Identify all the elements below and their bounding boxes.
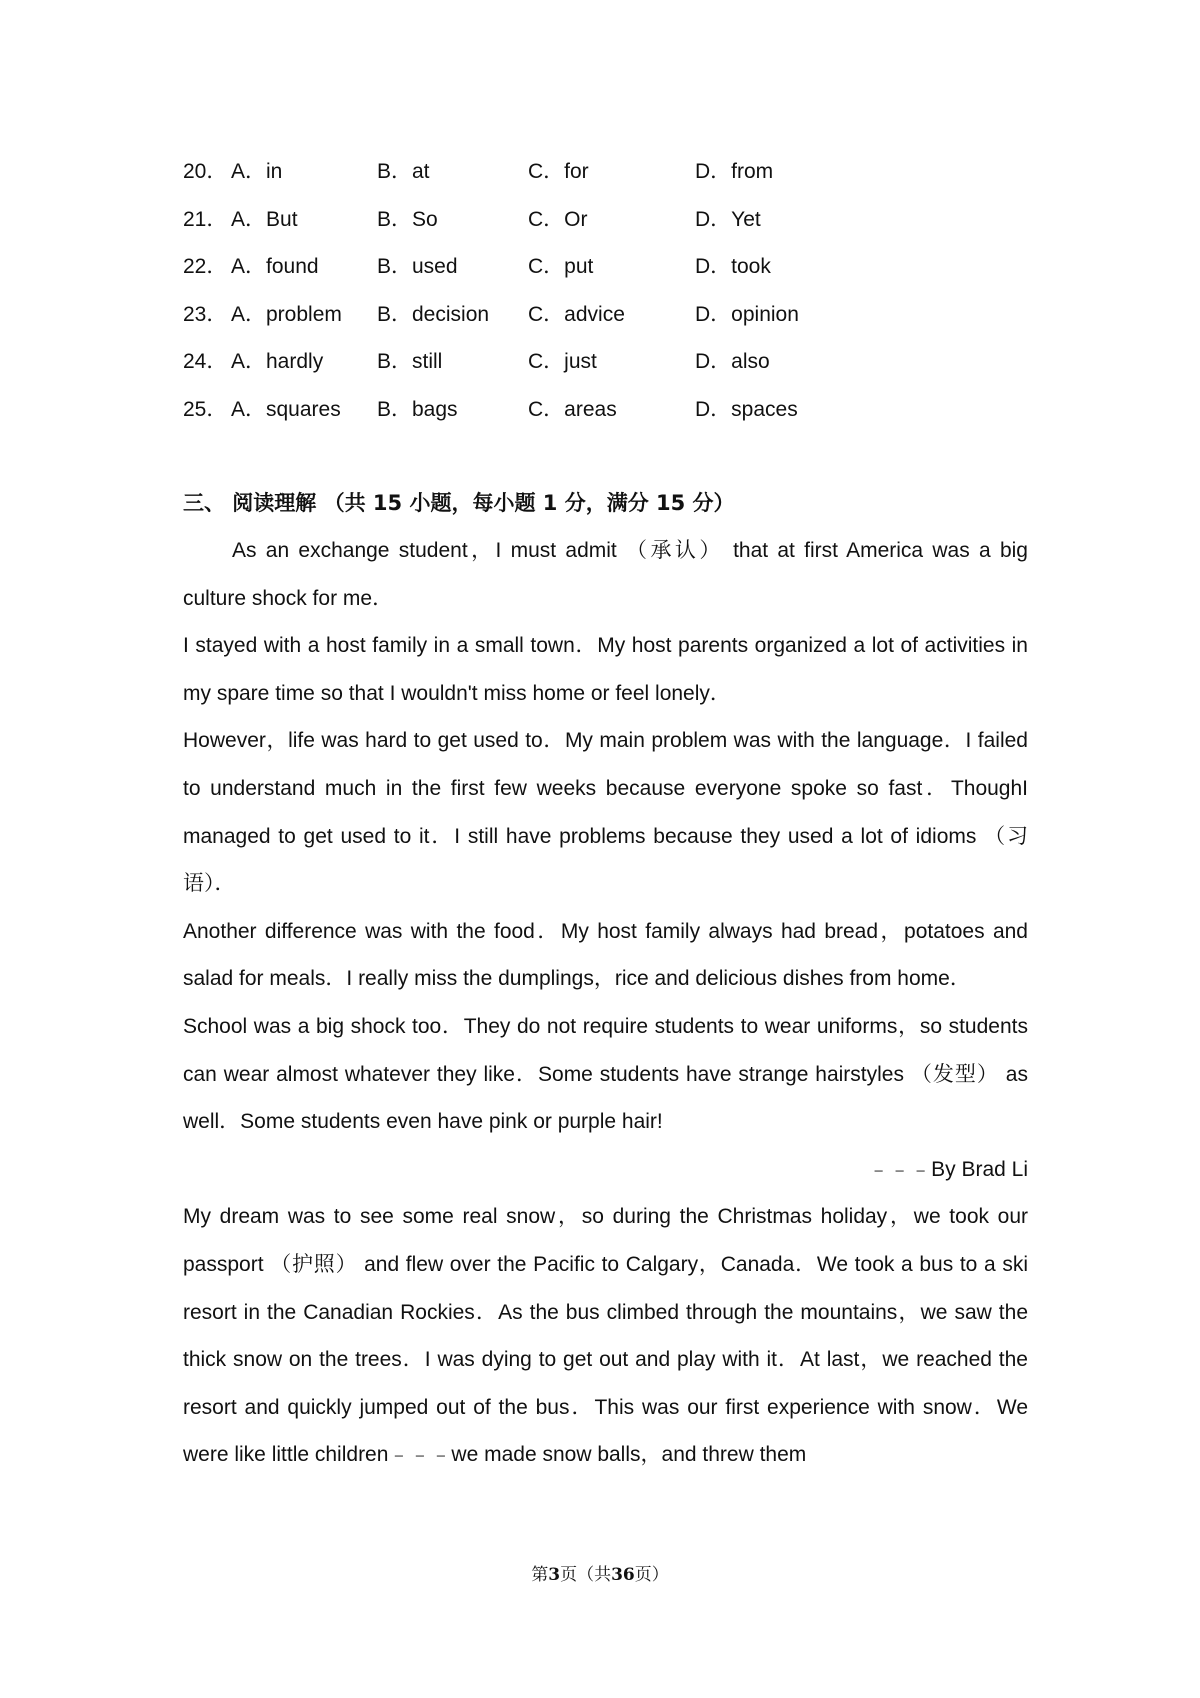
passage-paragraph: School was a big shock too．They do not require students to wear uniforms，so students can wear almost whatever they like．Some students have strange hairstyles （发型） as well．Some students even have pink or purple hair!	[183, 1014, 1028, 1134]
option-a: A．found	[231, 255, 319, 279]
option-d: D．Yet	[695, 207, 761, 231]
option-row	[183, 386, 883, 434]
option-b: B．decision	[377, 302, 490, 326]
option-c: C．areas	[528, 397, 617, 421]
question-number: 24．	[183, 350, 228, 374]
option-b: B．bags	[377, 397, 458, 421]
option-a: A．hardly	[231, 350, 324, 374]
option-d: D．also	[695, 350, 770, 374]
option-row	[183, 148, 883, 196]
option-b: B．at	[377, 160, 430, 183]
page-number: 3	[548, 1565, 561, 1585]
footer-text: 第	[531, 1565, 549, 1585]
footer-text: 页（共	[560, 1565, 612, 1585]
option-d: D．spaces	[695, 397, 798, 421]
question-number: 23．	[183, 302, 228, 326]
option-a: A．problem	[231, 302, 342, 326]
option-c: C．for	[528, 160, 589, 183]
option-c: C．put	[528, 255, 594, 279]
option-d: D．from	[695, 160, 774, 183]
option-c: C．just	[528, 350, 597, 374]
option-row	[183, 338, 883, 386]
option-a: A．squares	[231, 397, 341, 421]
passage-paragraph: I stayed with a host family in a small town．My host parents organized a lot of activities in my spare time so that I wouldn't miss home or feel lonely．	[183, 634, 1028, 705]
question-number: 20．	[183, 160, 228, 183]
option-c: C．Or	[528, 207, 588, 231]
question-number: 21．	[183, 207, 228, 231]
option-b: B．used	[377, 255, 458, 279]
option-b: B．still	[377, 350, 443, 374]
passage-paragraph: My dream was to see some real snow，so during the Christmas holiday，we took our passport （护照） and flew over the Pacific to Calgary，Canada．We took a bus to a ski resort in the Canadian Rockies．As the bus climbed through the mountains，we saw the thick snow on the trees．I was dying to get out and play with it．At last，we reached the resort and quickly jumped out of the bus．This was our first experience with snow．We were like little children﹣﹣﹣we made snow balls，and threw them	[183, 1205, 1028, 1467]
page-footer	[0, 1560, 1200, 1590]
option-row	[183, 243, 883, 291]
section-heading: 三、 阅读理解 （共 15 小题，每小题 1 分，满分 15 分）	[183, 491, 735, 515]
question-number: 22．	[183, 255, 228, 279]
total-pages: 36	[611, 1565, 635, 1585]
passage-paragraph: However，life was hard to get used to．My main problem was with the language．I failed to understand much in the first few weeks because everyone spoke so fast．ThoughI managed to get used to it．I still have problems because they used a lot of idioms （习语）．	[183, 729, 1028, 896]
option-row	[183, 196, 883, 244]
author-signature: ﹣﹣﹣By Brad Li	[868, 1157, 1028, 1181]
option-a: A．in	[231, 160, 283, 183]
option-c: C．advice	[528, 302, 625, 326]
reading-passage	[183, 527, 1028, 1479]
footer-text: 页）	[634, 1565, 669, 1585]
passage-paragraph: As an exchange student，I must admit （承认） that at first America was a big culture shock for me．	[183, 539, 1028, 610]
passage-paragraph: Another difference was with the food．My host family always had bread，potatoes and salad for meals．I really miss the dumplings，rice and delicious dishes from home．	[183, 919, 1028, 991]
question-number: 25．	[183, 397, 228, 421]
option-row	[183, 291, 883, 339]
answer-options	[183, 148, 883, 434]
option-a: A．But	[231, 207, 298, 231]
option-b: B．So	[377, 207, 438, 231]
option-d: D．opinion	[695, 302, 799, 326]
option-d: D．took	[695, 255, 771, 279]
